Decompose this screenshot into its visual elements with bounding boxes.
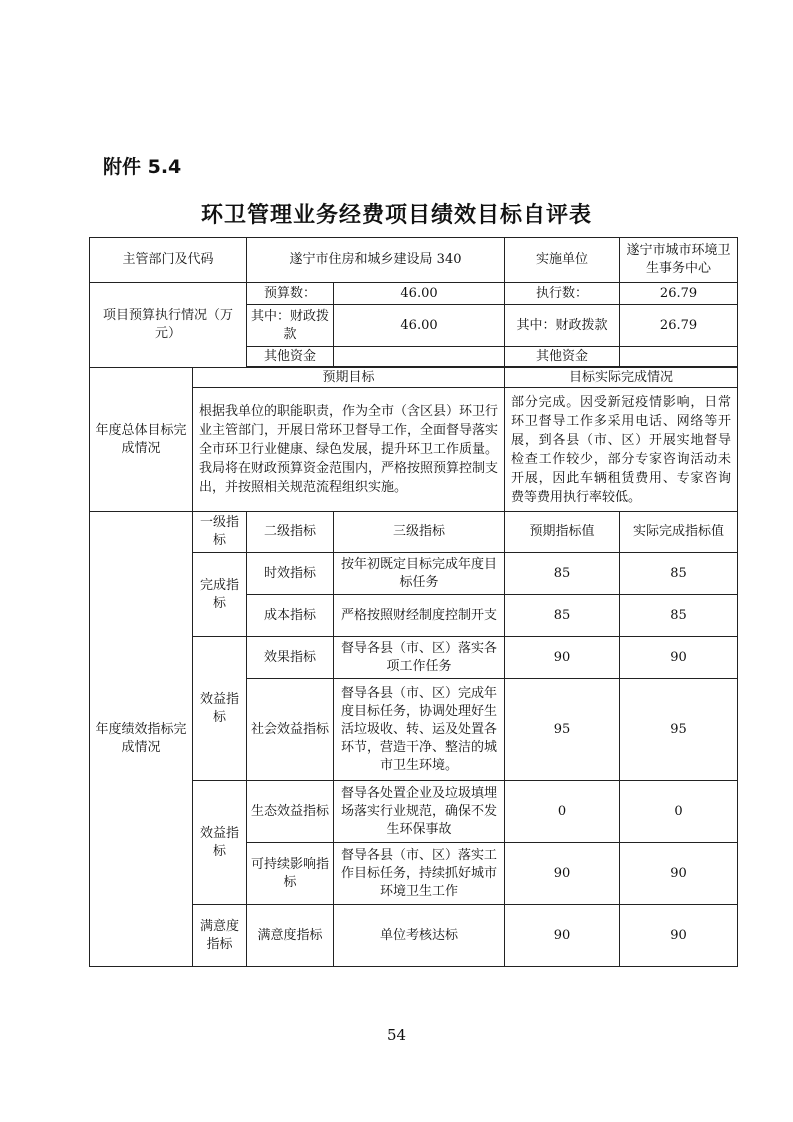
page-number: 54 — [386, 1026, 407, 1044]
expected-value: 95 — [505, 679, 620, 781]
level2-cell: 时效指标 — [247, 553, 334, 595]
level3-cell: 严格按照财经制度控制开支 — [334, 595, 505, 637]
col-actual-header: 实际完成指标值 — [620, 512, 738, 553]
actual-value: 95 — [620, 679, 738, 781]
fiscal-exec-value: 26.79 — [620, 305, 738, 347]
fiscal-label-budget: 其中：财政拨款 — [247, 305, 334, 347]
annex-label: 附件 5.4 — [103, 156, 182, 178]
level3-cell: 督导各县（市、区）落实各项工作任务 — [334, 637, 505, 679]
budget-label: 项目预算执行情况（万元） — [90, 283, 247, 368]
page-title: 环卫管理业务经费项目绩效目标自评表 — [200, 203, 592, 228]
level1-benefit: 效益指标 — [193, 637, 247, 781]
dept-label: 主管部门及代码 — [90, 238, 247, 283]
level2-cell: 成本指标 — [247, 595, 334, 637]
other-funds-label-budget: 其他资金 — [247, 347, 334, 367]
level1-satisfaction: 满意度指标 — [193, 905, 247, 967]
expected-goal-header: 预期目标 — [193, 368, 505, 388]
dept-value: 遂宁市住房和城乡建设局 340 — [247, 238, 505, 283]
annual-goal-label: 年度总体目标完成情况 — [90, 368, 193, 512]
level2-cell: 可持续影响指标 — [247, 843, 334, 905]
col-level1-header: 一级指标 — [193, 512, 247, 553]
expected-value: 0 — [505, 781, 620, 843]
fiscal-budget-value: 46.00 — [334, 305, 505, 347]
expected-value: 85 — [505, 595, 620, 637]
actual-value: 85 — [620, 553, 738, 595]
actual-value: 90 — [620, 637, 738, 679]
fiscal-label-exec: 其中：财政拨款 — [505, 305, 620, 347]
actual-goal-text: 部分完成。因受新冠疫情影响，日常环卫督导工作多采用电话、网络等开展，到各县（市、区）开展实地督导检查工作较少，部分专家咨询活动未开展，因此车辆租赁费用、专家咨询费等费用执行率较低。 — [505, 388, 738, 512]
level2-cell: 满意度指标 — [247, 905, 334, 967]
expected-value: 90 — [505, 637, 620, 679]
level3-cell: 督导各县（市、区）完成年度目标任务，协调处理好生活垃圾收、转、运及处置各环节，营造干净、整洁的城市卫生环境。 — [334, 679, 505, 781]
col-level3-header: 三级指标 — [334, 512, 505, 553]
level1-completion: 完成指标 — [193, 553, 247, 637]
budget-amount-value: 46.00 — [334, 283, 505, 305]
other-funds-exec-value — [620, 347, 738, 367]
actual-value: 0 — [620, 781, 738, 843]
level1-benefit: 效益指标 — [193, 781, 247, 905]
expected-goal-text: 根据我单位的职能职责，作为全市（含区县）环卫行业主管部门，开展日常环卫督导工作，全面督导落实全市环卫行业健康、绿色发展，提升环卫工作质量。我局将在财政预算资金范围内，严格按照预算控制支出，并按照相关规范流程组织实施。 — [193, 388, 505, 512]
level3-cell: 按年初既定目标完成年度目标任务 — [334, 553, 505, 595]
other-funds-budget-value — [334, 347, 505, 367]
actual-goal-header: 目标实际完成情况 — [505, 368, 738, 388]
level2-cell: 效果指标 — [247, 637, 334, 679]
actual-value: 90 — [620, 905, 738, 967]
col-level2-header: 二级指标 — [247, 512, 334, 553]
level2-cell: 社会效益指标 — [247, 679, 334, 781]
other-funds-label-exec: 其他资金 — [505, 347, 620, 367]
performance-form-table — [89, 237, 738, 967]
level2-cell: 生态效益指标 — [247, 781, 334, 843]
level3-cell: 督导各处置企业及垃圾填埋场落实行业规范，确保不发生环保事故 — [334, 781, 505, 843]
impl-value: 遂宁市城市环境卫生事务中心 — [620, 238, 738, 283]
budget-amount-label: 预算数： — [247, 283, 334, 305]
expected-value: 85 — [505, 553, 620, 595]
actual-value: 85 — [620, 595, 738, 637]
expected-value: 90 — [505, 905, 620, 967]
exec-amount-value: 26.79 — [620, 283, 738, 305]
level3-cell: 督导各县（市、区）落实工作目标任务，持续抓好城市环境卫生工作 — [334, 843, 505, 905]
actual-value: 90 — [620, 843, 738, 905]
expected-value: 90 — [505, 843, 620, 905]
col-expected-header: 预期指标值 — [505, 512, 620, 553]
exec-amount-label: 执行数： — [505, 283, 620, 305]
level3-cell: 单位考核达标 — [334, 905, 505, 967]
impl-label: 实施单位 — [505, 238, 620, 283]
perf-label: 年度绩效指标完成情况 — [90, 512, 193, 967]
